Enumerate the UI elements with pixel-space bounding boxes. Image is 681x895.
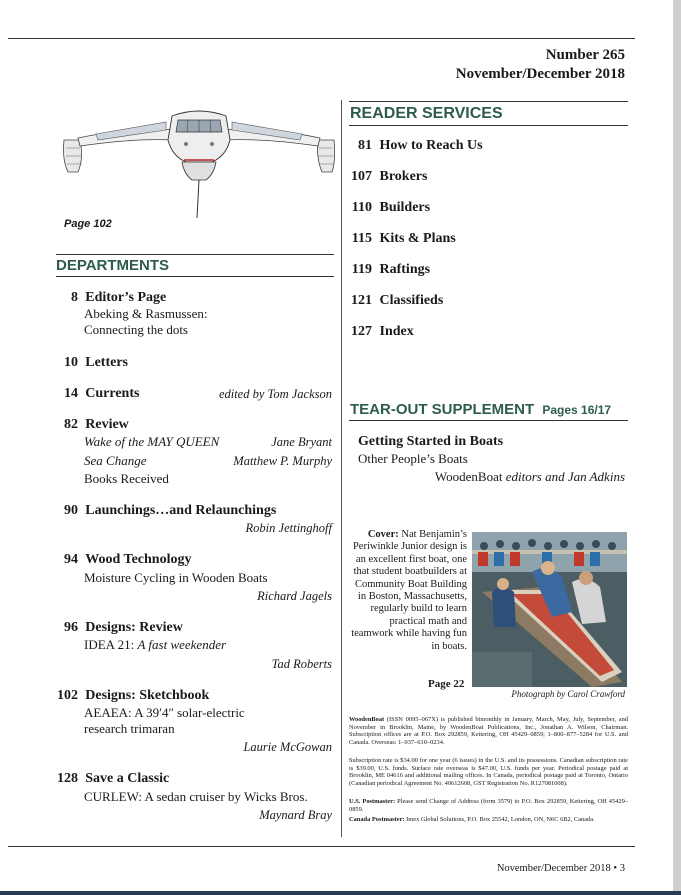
dept-entry-launchings <box>56 502 276 519</box>
rs-page-number: 81 <box>358 138 372 153</box>
rs-page-number: 115 <box>351 231 372 246</box>
dept-entry-currents <box>56 385 139 402</box>
review-item-title: Wake of the MAY QUEEN <box>84 434 220 449</box>
entry-page-number: 82 <box>64 417 78 432</box>
dept-entry-review <box>56 416 129 433</box>
rs-item-brokers <box>350 168 427 186</box>
reader-services-heading: READER SERVICES <box>350 105 503 122</box>
dept-entry-wood-technology <box>56 551 191 568</box>
entry-subline: CURLEW: A sedan cruiser by Wicks Bros. <box>84 789 308 804</box>
supplement-author-rest: editors and Jan Adkins <box>502 469 625 484</box>
entry-author: Laurie McGowan <box>243 740 332 754</box>
dept-entry-save-a-classic <box>56 770 169 787</box>
supplement-heading-text: TEAR-OUT SUPPLEMENT <box>350 401 535 418</box>
trimaran-illustration <box>56 100 342 220</box>
issue-number: Number 265 <box>545 47 625 63</box>
rs-page-number: 119 <box>351 262 372 277</box>
illustration-page-ref: Page 102 <box>64 218 112 230</box>
entry-page-number: 10 <box>64 355 78 370</box>
entry-title: Launchings…and Relaunchings <box>85 503 277 518</box>
dept-entry-designs-review <box>56 619 183 636</box>
rs-page-number: 127 <box>351 324 372 339</box>
rs-page-number: 107 <box>351 169 372 184</box>
entry-title: Letters <box>85 355 129 370</box>
entry-subline-italic: A fast weekender <box>137 637 227 652</box>
legal-canada-postmaster <box>349 816 628 824</box>
entry-author: Maynard Bray <box>259 808 332 822</box>
entry-subline: research trimaran <box>84 721 175 736</box>
entry-subline: Moisture Cycling in Wooden Boats <box>84 570 268 585</box>
supplement-rule <box>349 420 628 421</box>
rs-page-number: 121 <box>351 293 372 308</box>
entry-title: Designs: Review <box>85 620 183 635</box>
entry-page-number: 102 <box>57 688 78 703</box>
supplement-title <box>358 433 503 450</box>
supplement-subtitle: Other People’s Boats <box>358 451 468 466</box>
page-edge-shadow <box>673 0 681 895</box>
entry-author: edited by Tom Jackson <box>218 387 332 401</box>
legal-subscription: Subscription rate is $34.00 for one year (6 issues) in the U.S. and its possessions. Canadian subscription rate is $39.00, U.S. funds. Surface rate overseas is $47.00, U.S. funds per year. Periodical postage paid at Brooklin, ME 04616 and additional mailing offices. In Canada, periodical postage paid at Toronto, Ontario (Canadian periodical Agreement No. 40612608, GST Registration No. R127081008). <box>349 757 628 787</box>
dept-entry-letters <box>56 354 128 371</box>
entry-page-number: 94 <box>64 552 78 567</box>
cover-caption <box>349 529 467 653</box>
entry-title: Wood Technology <box>85 552 192 567</box>
entry-title: Designs: Sketchbook <box>85 688 210 703</box>
rs-item-classifieds <box>350 292 443 310</box>
supplement-pages: Pages 16/17 <box>542 403 612 417</box>
review-item-title: Sea Change <box>84 453 147 468</box>
supplement-author <box>435 469 625 485</box>
legal-publication <box>349 716 628 746</box>
rs-title: How to Reach Us <box>379 138 483 153</box>
legal-lead: WoodenBoat <box>349 716 385 723</box>
supplement-heading <box>350 401 611 419</box>
issue-info <box>456 46 625 84</box>
photo-credit: Photograph by Carol Crawford <box>511 689 625 699</box>
entry-page-number: 96 <box>64 620 78 635</box>
dept-entry-editors-page <box>56 289 166 306</box>
cover-text: Nat Benjamin’s Periwinkle Junior design is an excellent first boat, one that student boatbuilders at Community Boat Building in Boston, Massachusetts, regularly build to learn practical math and teamwork while having fun in boats. <box>351 529 467 652</box>
entry-page-number: 90 <box>64 503 78 518</box>
entry-subline: AEAEA: A 39′4″ solar-electric <box>84 705 245 720</box>
legal-lead: Canada Postmaster: <box>349 816 405 823</box>
entry-author: Richard Jagels <box>257 589 332 603</box>
reader-services-rule-top <box>349 101 628 102</box>
legal-lead: U.S. Postmaster: <box>349 798 396 805</box>
rs-title: Kits & Plans <box>379 231 456 246</box>
entry-title: Editor’s Page <box>85 290 167 305</box>
rs-title: Builders <box>379 200 431 215</box>
reader-services-rule-bottom <box>349 125 628 126</box>
rs-title: Brokers <box>379 169 428 184</box>
supplement-author-lead: WoodenBoat <box>434 469 503 484</box>
entry-author: Tad Roberts <box>271 657 332 671</box>
rs-item-builders <box>350 199 430 217</box>
top-rule <box>8 38 635 39</box>
entry-subline <box>84 637 226 653</box>
entry-title: Save a Classic <box>85 771 170 786</box>
legal-text: (ISSN 0095–067X) is published bimonthly in January, March, May, July, September, and November in Brooklin, Maine, by WoodenBoat Publications, Inc., Jonathan A. Wilson, Chairman. Subscription offices are at P.O. Box 292859, Kettering, OH 45429–0859; 1–800–877–5284 for U.S. and Canada. Overseas: 1–937–610–0234. <box>349 716 628 746</box>
entry-subline: Abeking & Rasmussen: <box>84 306 208 321</box>
rs-title: Index <box>379 324 414 339</box>
page-folio: November/December 2018 • 3 <box>496 863 625 874</box>
entry-page-number: 128 <box>57 771 78 786</box>
review-item-author: Jane Bryant <box>271 435 332 449</box>
cover-label: Cover: <box>367 529 399 540</box>
rs-item-how-to-reach-us <box>350 137 483 155</box>
rs-page-number: 110 <box>351 200 372 215</box>
entry-title: Currents <box>85 386 140 401</box>
review-extra: Books Received <box>84 471 169 486</box>
column-divider <box>341 100 342 837</box>
entry-subline: Connecting the dots <box>84 322 188 337</box>
entry-page-number: 14 <box>64 386 78 401</box>
entry-page-number: 8 <box>71 290 78 305</box>
dept-entry-designs-sketchbook <box>56 687 209 704</box>
entry-title: Review <box>85 417 129 432</box>
rs-title: Classifieds <box>379 293 444 308</box>
departments-heading: DEPARTMENTS <box>56 257 170 274</box>
bottom-rule <box>8 846 635 847</box>
rs-title: Raftings <box>379 262 431 277</box>
cover-photo <box>472 532 627 687</box>
legal-us-postmaster <box>349 798 628 813</box>
entry-subline-lead: IDEA 21: <box>84 637 138 652</box>
entry-author: Robin Jettinghoff <box>245 521 332 535</box>
supplement-title-text: Getting Started in Boats <box>358 434 504 449</box>
rs-item-index <box>350 323 414 341</box>
legal-text: Imex Global Solutions, P.O. Box 25542, London, ON, N6C 6B2, Canada. <box>404 816 595 823</box>
departments-rule-top <box>56 254 334 255</box>
departments-rule-bottom <box>56 276 334 277</box>
legal-text: Please send Change of Address (form 3579) to P.O. Box 292859, Kettering, OH 45429–0859. <box>349 798 628 813</box>
page-bottom-bar <box>0 891 681 895</box>
cover-page-ref: Page 22 <box>428 678 465 690</box>
rs-item-kits-plans <box>350 230 456 248</box>
rs-item-raftings <box>350 261 430 279</box>
issue-date: November/December 2018 <box>455 66 625 82</box>
review-item-author: Matthew P. Murphy <box>233 454 332 468</box>
